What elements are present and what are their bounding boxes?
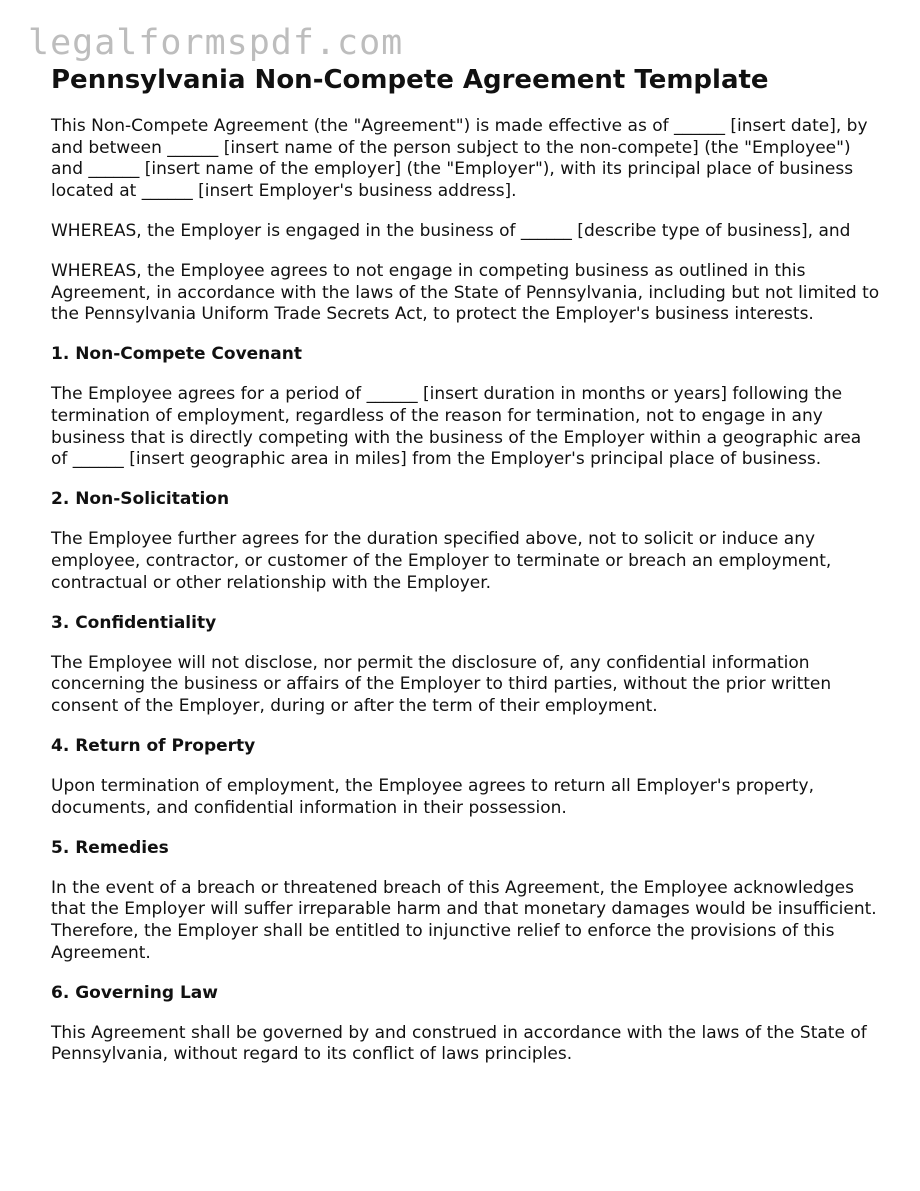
section-heading-non-compete: 1. Non-Compete Covenant bbox=[51, 344, 302, 365]
watermark: legalformspdf.com bbox=[28, 23, 404, 63]
section-body-remedies: In the event of a breach or threatened breach of this Agreement, the Employee acknowledges that the Employer will suffer irreparable harm and that monetary damages would be insufficient. Therefore, the Employer shall be entitled to injunctive relief to enforce the provisions of this Agreement. bbox=[51, 877, 877, 963]
section-heading-return-of-property: 4. Return of Property bbox=[51, 735, 256, 756]
section-body-return-of-property: Upon termination of employment, the Employee agrees to return all Employer's property, documents, and confidential information in their possession. bbox=[51, 776, 814, 818]
whereas-business-paragraph: WHEREAS, the Employer is engaged in the business of ______ [describe type of business], and bbox=[51, 220, 851, 241]
section-heading-governing-law: 6. Governing Law bbox=[51, 982, 218, 1003]
section-heading-confidentiality: 3. Confidentiality bbox=[51, 612, 217, 633]
section-body-non-solicitation: The Employee further agrees for the duration specified above, not to solicit or induce any employee, contractor, or customer of the Employer to terminate or breach an employment, contractual or other relationship with the Employer. bbox=[51, 529, 832, 593]
section-body-non-compete: The Employee agrees for a period of ______ [insert duration in months or years] following the termination of employment, regardless of the reason for termination, not to engage in any business that is directly competing with the business of the Employer within a geographic area of ______ [insert geographic area in miles] from the Employer's principal place of business. bbox=[51, 384, 862, 470]
section-heading-non-solicitation: 2. Non-Solicitation bbox=[51, 489, 230, 510]
document-body bbox=[51, 62, 881, 1085]
document-title: Pennsylvania Non-Compete Agreement Template bbox=[51, 65, 769, 95]
section-heading-remedies: 5. Remedies bbox=[51, 837, 169, 858]
section-body-governing-law: This Agreement shall be governed by and construed in accordance with the laws of the State of Pennsylvania, without regard to its conflict of laws principles. bbox=[51, 1022, 867, 1065]
section-body-confidentiality: The Employee will not disclose, nor permit the disclosure of, any confidential information concerning the business or affairs of the Employer to third parties, without the prior written consent of the Employer, during or after the term of their employment. bbox=[51, 652, 832, 716]
whereas-agreement-paragraph: WHEREAS, the Employee agrees to not engage in competing business as outlined in this Agreement, in accordance with the laws of the State of Pennsylvania, including but not limited to the Pennsylvania Uniform Trade Secrets Act, to protect the Employer's business interests. bbox=[51, 260, 880, 325]
intro-paragraph: This Non-Compete Agreement (the "Agreement") is made effective as of ______ [insert date], by and between ______ [insert name of the person subject to the non-compete] (the "Employee") and ______ [insert name of the employer] (the "Employer"), with its principal place of business located at ______ [insert Employer's business address]. bbox=[51, 116, 868, 201]
